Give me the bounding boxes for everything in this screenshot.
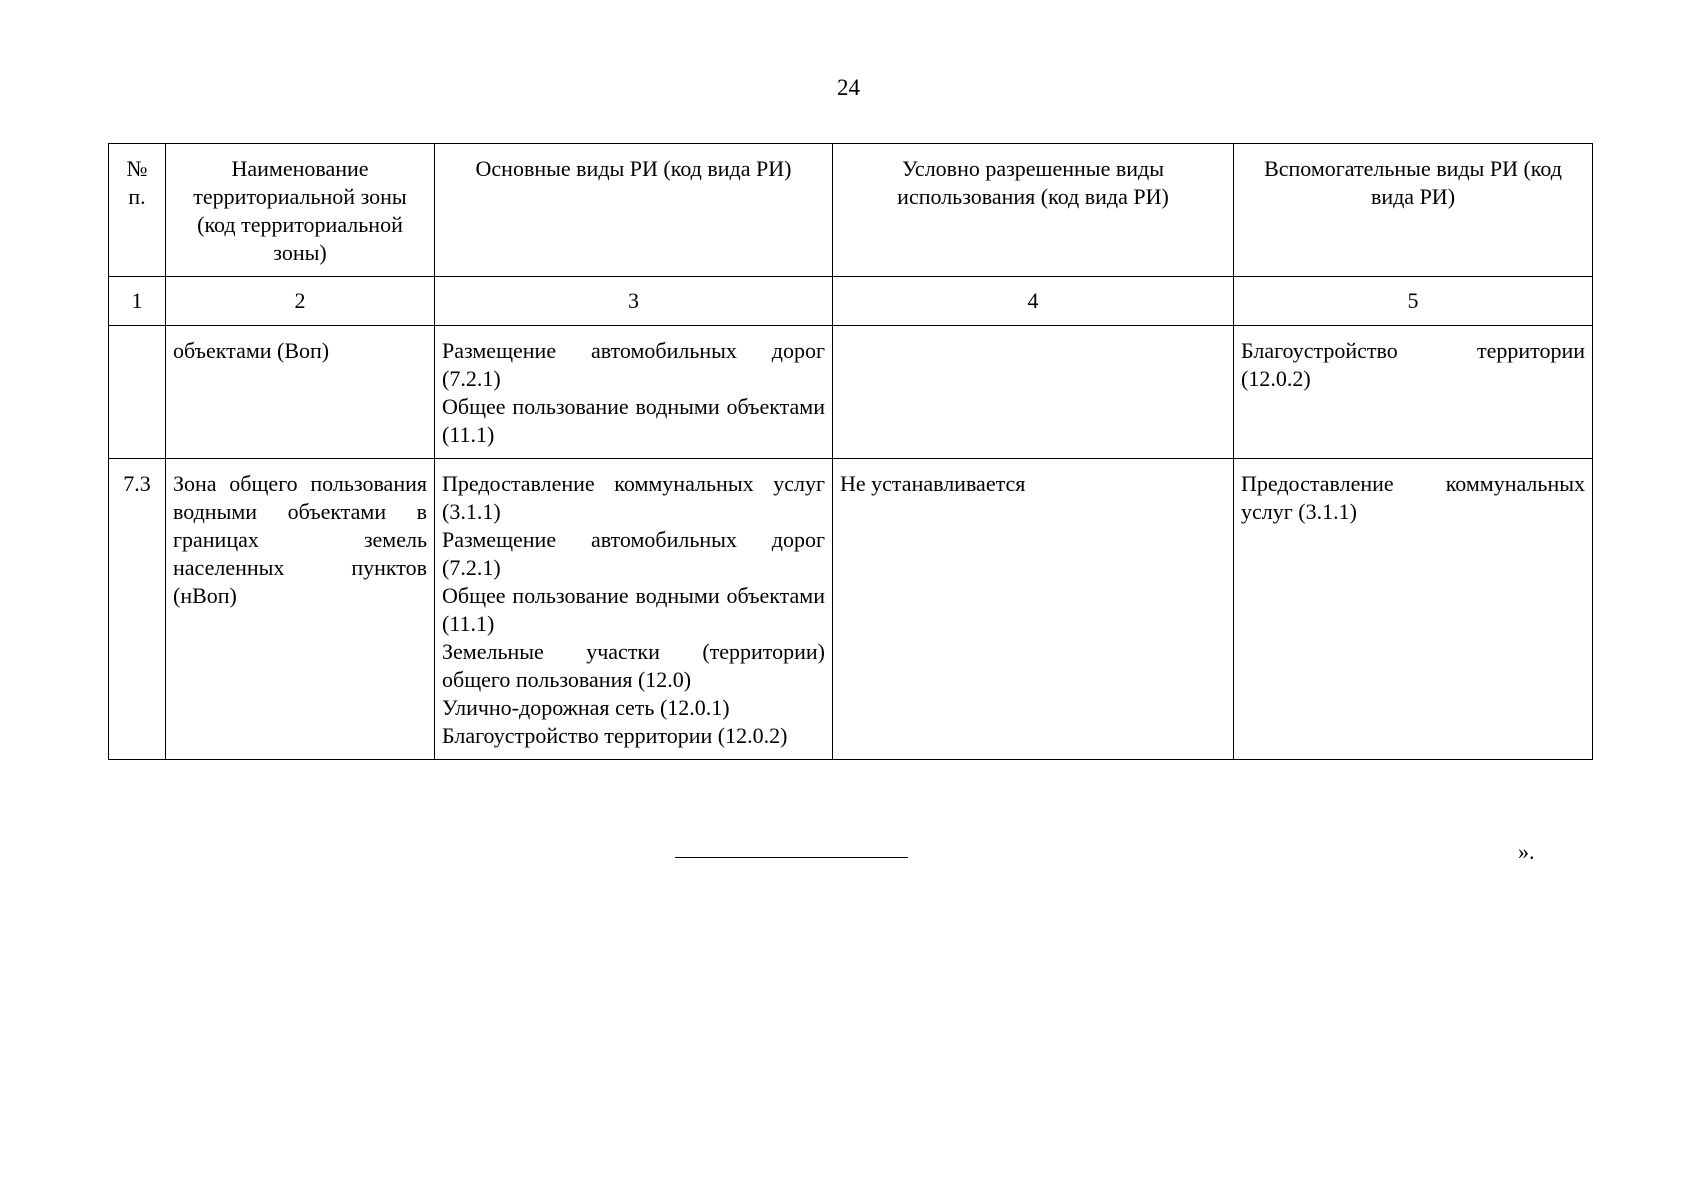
table-row	[109, 326, 1593, 459]
page-number: 24	[837, 75, 860, 100]
main-uses	[435, 459, 833, 760]
auxiliary-uses: Предоставление коммунальных услуг (3.1.1)	[1234, 459, 1593, 760]
header-number: № п.	[109, 144, 166, 277]
header-conditional-uses: Условно разрешенные виды использования (код вида РИ)	[833, 144, 1234, 277]
header-main-uses: Основные виды РИ (код вида РИ)	[435, 144, 833, 277]
main-use-item: Размещение автомобильных дорог (7.2.1)	[442, 527, 825, 580]
main-use-item: Предоставление коммунальных услуг (3.1.1)	[442, 471, 825, 524]
main-use-item: Общее пользование водными объектами (11.1)	[442, 583, 825, 636]
row-number	[109, 326, 166, 459]
closing-quote-mark: ».	[1518, 839, 1535, 864]
column-number: 3	[435, 277, 833, 326]
main-use-item: Улично-дорожная сеть (12.0.1)	[442, 695, 730, 720]
table-row	[109, 459, 1593, 760]
main-use-item: Земельные участки (территории) общего пользования (12.0)	[442, 639, 825, 692]
table-header-row	[109, 144, 1593, 277]
header-auxiliary-uses: Вспомогательные виды РИ (код вида РИ)	[1234, 144, 1593, 277]
column-number: 4	[833, 277, 1234, 326]
row-number: 7.3	[109, 459, 166, 760]
conditional-uses	[833, 326, 1234, 459]
conditional-uses: Не устанавливается	[833, 459, 1234, 760]
main-use-item: Размещение автомобильных дорог (7.2.1)	[442, 338, 825, 391]
column-number: 1	[109, 277, 166, 326]
zone-name: Зона общего пользования водными объектами в границах земель населенных пунктов (нВоп)	[166, 459, 435, 760]
auxiliary-uses: Благоустройство территории (12.0.2)	[1234, 326, 1593, 459]
column-number: 5	[1234, 277, 1593, 326]
header-zone-name: Наименование территориальной зоны (код территориальной зоны)	[166, 144, 435, 277]
footer-rule	[675, 857, 908, 858]
main-uses	[435, 326, 833, 459]
main-use-item: Общее пользование водными объектами (11.1)	[442, 394, 825, 447]
zoning-table	[108, 143, 1593, 760]
main-use-item: Благоустройство территории (12.0.2)	[442, 723, 788, 748]
column-number-row	[109, 277, 1593, 326]
zone-name: объектами (Воп)	[166, 326, 435, 459]
column-number: 2	[166, 277, 435, 326]
